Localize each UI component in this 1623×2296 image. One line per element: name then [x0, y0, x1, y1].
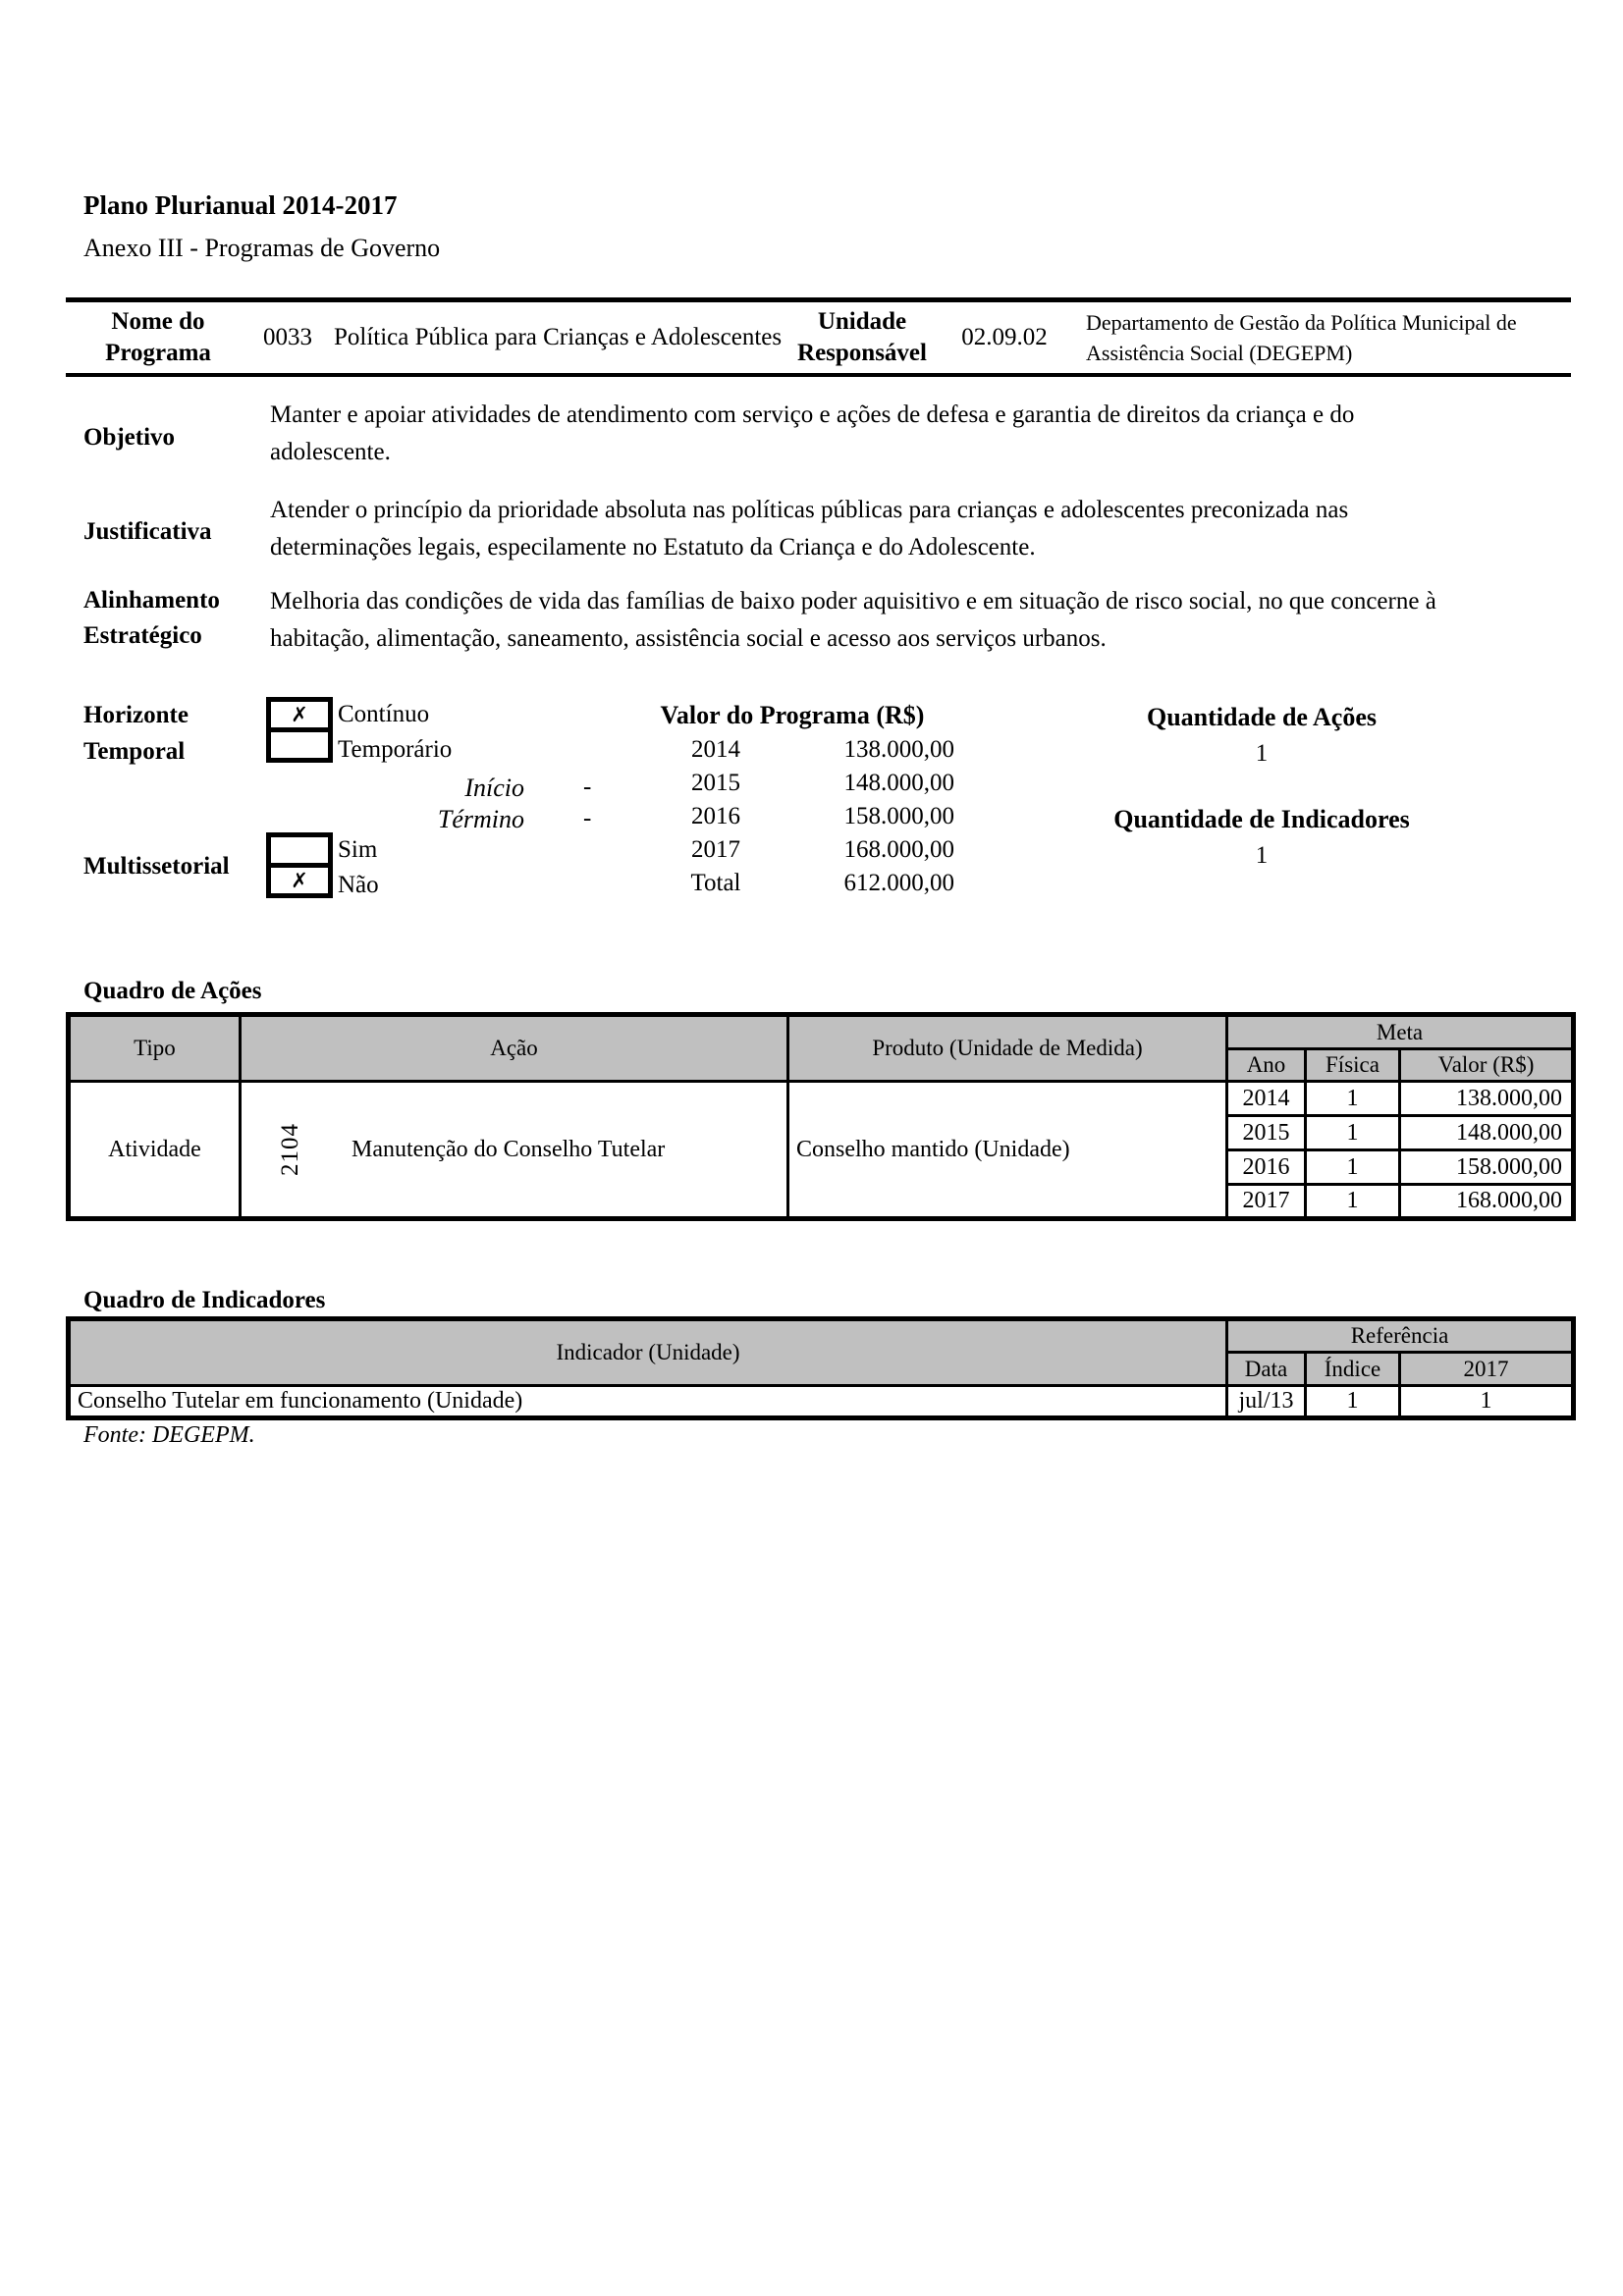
- meta-fisica: 1: [1306, 1185, 1400, 1219]
- col-header-indicador: Indicador (Unidade): [69, 1319, 1227, 1386]
- option-sim-label: Sim: [338, 836, 378, 863]
- valor-year: 2016: [691, 803, 740, 829]
- col-header-data: Data: [1227, 1353, 1306, 1386]
- col-header-ano: Ano: [1227, 1049, 1306, 1082]
- check-mark-icon: ✗: [291, 868, 308, 892]
- objetivo-label: Objetivo: [83, 424, 176, 451]
- valor-row-2015: [630, 767, 954, 800]
- valor-year: 2017: [691, 836, 740, 863]
- col-header-produto: Produto (Unidade de Medida): [788, 1015, 1227, 1082]
- acao-tipo: Atividade: [69, 1082, 241, 1219]
- meta-fisica: 1: [1306, 1082, 1400, 1116]
- col-header-valor: Valor (R$): [1400, 1049, 1574, 1082]
- checkbox-nao: [266, 868, 333, 898]
- inicio-value: -: [583, 774, 592, 800]
- meta-fisica: 1: [1306, 1116, 1400, 1150]
- indicador-nome: Conselho Tutelar em funcionamento (Unidade): [69, 1386, 1227, 1418]
- quadro-indicadores-table: [66, 1316, 1576, 1420]
- quadro-acoes-table: [66, 1012, 1576, 1221]
- meta-ano: 2017: [1227, 1185, 1306, 1219]
- meta-ano: 2014: [1227, 1082, 1306, 1116]
- indicador-valor-2017: 1: [1400, 1386, 1574, 1418]
- quantidade-indicadores-label: Quantidade de Indicadores: [1113, 805, 1410, 833]
- meta-valor: 168.000,00: [1400, 1185, 1574, 1219]
- meta-fisica: 1: [1306, 1150, 1400, 1185]
- valor-amount: 138.000,00: [843, 736, 954, 763]
- valor-total-label: Total: [690, 870, 741, 896]
- checkbox-temporario: [266, 732, 333, 763]
- valor-row-total: [630, 867, 954, 900]
- valor-row-2014: [630, 733, 954, 767]
- unit-label: Unidade Responsável: [797, 308, 927, 366]
- valor-amount: 158.000,00: [843, 803, 954, 829]
- alinhamento-text: Melhoria das condições de vida das famílias de baixo poder aquisitivo e em situação de risco social, no que concerne à habitação, alimentação, saneamento, assistência social e acesso aos serviços urbanos.: [270, 588, 1436, 652]
- horizonte-temporal-label: Horizonte Temporal: [83, 702, 189, 765]
- multissetorial-checkbox-group: [266, 832, 333, 898]
- checkbox-sim: [266, 832, 333, 868]
- indicador-indice: 1: [1306, 1386, 1400, 1418]
- checkbox-continuo: [266, 697, 333, 732]
- indicador-data: jul/13: [1227, 1386, 1306, 1418]
- program-name: Política Pública para Crianças e Adolescentes: [334, 324, 783, 350]
- valor-amount: 168.000,00: [843, 836, 954, 863]
- alinhamento-label: Alinhamento Estratégico: [83, 587, 220, 649]
- valor-programa-title: Valor do Programa (R$): [660, 701, 925, 729]
- quadro-indicadores-title: Quadro de Indicadores: [83, 1287, 326, 1313]
- program-header-band: [66, 297, 1571, 377]
- meta-ano: 2015: [1227, 1116, 1306, 1150]
- check-mark-icon: ✗: [291, 702, 308, 726]
- valor-total-amount: 612.000,00: [843, 870, 954, 896]
- meta-valor: 138.000,00: [1400, 1082, 1574, 1116]
- inicio-label: Início: [464, 774, 524, 802]
- fonte-note: Fonte: DEGEPM.: [83, 1422, 255, 1448]
- acao-produto: Conselho mantido (Unidade): [788, 1082, 1227, 1219]
- valor-year: 2015: [691, 770, 740, 796]
- col-header-acao: Ação: [241, 1015, 788, 1082]
- meta-ano: 2016: [1227, 1150, 1306, 1185]
- option-nao-label: Não: [338, 872, 379, 898]
- termino-label: Término: [437, 805, 524, 833]
- valor-row-2017: [630, 833, 954, 867]
- valor-year: 2014: [691, 736, 740, 763]
- quantidade-indicadores-value: 1: [1255, 842, 1269, 869]
- justificativa-label: Justificativa: [83, 518, 212, 545]
- multissetorial-label: Multissetorial: [83, 853, 230, 880]
- valor-row-2016: [630, 800, 954, 833]
- meta-valor: 158.000,00: [1400, 1150, 1574, 1185]
- quantidade-acoes-label: Quantidade de Ações: [1146, 703, 1378, 731]
- col-header-meta: Meta: [1227, 1015, 1574, 1049]
- page-subtitle: Anexo III - Programas de Governo: [83, 234, 441, 262]
- col-header-fisica: Física: [1306, 1049, 1400, 1082]
- col-header-referencia: Referência: [1227, 1319, 1574, 1353]
- horizonte-checkbox-group: [266, 697, 333, 763]
- page-title: Plano Plurianual 2014-2017: [83, 190, 398, 220]
- col-header-indice: Índice: [1306, 1353, 1400, 1386]
- quadro-acoes-title: Quadro de Ações: [83, 978, 262, 1004]
- meta-valor: 148.000,00: [1400, 1116, 1574, 1150]
- unit-code: 02.09.02: [961, 324, 1048, 350]
- termino-value: -: [583, 805, 592, 831]
- acao-cell: [241, 1082, 788, 1219]
- program-name-label: Nome do Programa: [105, 308, 211, 366]
- program-code: 0033: [263, 324, 312, 350]
- acao-meta-row: [69, 1082, 1574, 1116]
- valor-amount: 148.000,00: [843, 770, 954, 796]
- col-header-tipo: Tipo: [69, 1015, 241, 1082]
- objetivo-text: Manter e apoiar atividades de atendimento com serviço e ações de defesa e garantia de direitos da criança e do adolescente.: [270, 401, 1355, 465]
- col-header-2017: 2017: [1400, 1353, 1574, 1386]
- indicador-row: [69, 1386, 1574, 1418]
- valor-programa-block: [630, 701, 954, 900]
- acao-descricao: Manutenção do Conselho Tutelar: [352, 1136, 666, 1162]
- option-temporario-label: Temporário: [338, 736, 453, 763]
- option-continuo-label: Contínuo: [338, 701, 430, 727]
- quantidade-acoes-value: 1: [1255, 740, 1269, 767]
- unit-name: Departamento de Gestão da Política Municipal de Assistência Social (DEGEPM): [1086, 310, 1517, 365]
- acao-codigo: 2104: [277, 1123, 303, 1176]
- justificativa-text: Atender o princípio da prioridade absoluta nas políticas públicas para crianças e adolescentes preconizada nas determinações legais, especilamente no Estatuto da Criança e do Adolescente.: [270, 497, 1349, 561]
